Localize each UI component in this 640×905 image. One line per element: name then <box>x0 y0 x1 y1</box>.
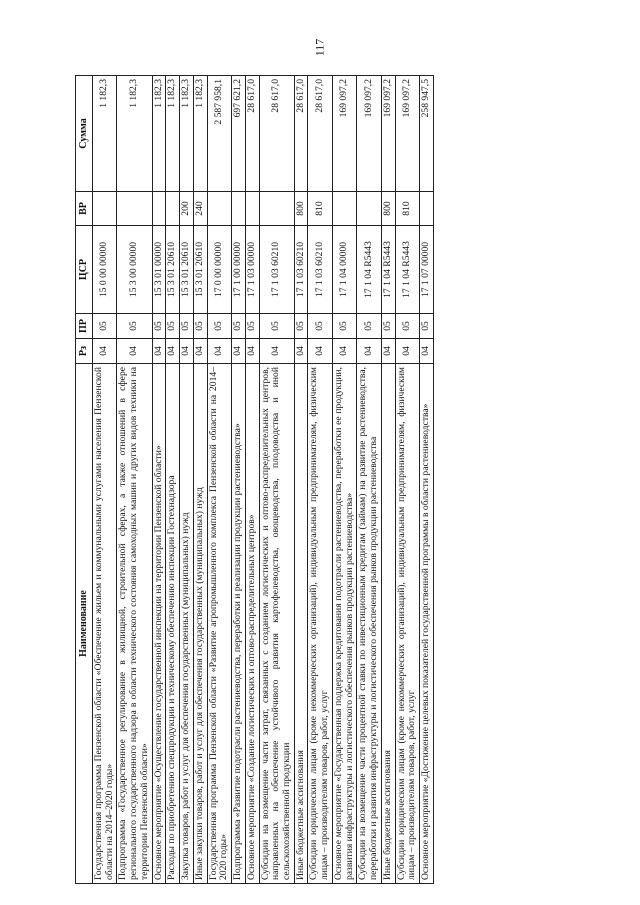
header-rz: Рз <box>76 339 93 364</box>
page-number-text: 117 <box>312 38 327 57</box>
rotated-table-container <box>75 76 600 884</box>
cell-rz: 04 <box>180 339 194 364</box>
cell-pr: 05 <box>332 314 356 339</box>
table-row <box>357 76 381 884</box>
cell-pr: 05 <box>259 314 294 339</box>
page-number <box>0 40 640 55</box>
cell-name: Иные закупки товаров, работ и услуг для обеспечения государственных (муниципальных) нужд <box>193 364 207 884</box>
cell-pr: 05 <box>117 314 152 339</box>
cell-vr <box>152 192 166 226</box>
cell-csr: 17 1 00 00000 <box>232 226 246 314</box>
cell-rz: 04 <box>332 339 356 364</box>
header-vr: ВР <box>76 192 93 226</box>
table-row <box>180 76 194 884</box>
cell-pr: 05 <box>245 314 259 339</box>
header-name: Наименование <box>76 364 93 884</box>
cell-name: Основное мероприятие «Создание логистических и оптово-распределительных центров» <box>245 364 259 884</box>
cell-name: Государственная программа Пензенской области «Развитие агропромышленного комплекса Пензенской области на 2014–2020 годы» <box>207 364 231 884</box>
budget-table <box>75 75 434 884</box>
cell-pr: 05 <box>395 314 419 339</box>
cell-csr: 15 3 01 20610 <box>180 226 194 314</box>
cell-name: Основное мероприятие «Достижение целевых показателей государственной программы в области растениеводства» <box>420 364 434 884</box>
cell-csr: 17 1 04 00000 <box>332 226 356 314</box>
table-row <box>193 76 207 884</box>
cell-sum: 28 617,0 <box>294 76 308 192</box>
table-row <box>381 76 395 884</box>
cell-pr: 05 <box>420 314 434 339</box>
header-pr: ПР <box>76 314 93 339</box>
cell-sum: 1 182,3 <box>193 76 207 192</box>
cell-rz: 04 <box>93 339 117 364</box>
cell-rz: 04 <box>207 339 231 364</box>
table-row <box>232 76 246 884</box>
cell-name: Основное мероприятие «Осуществление государственной инспекции на территории Пензенской области» <box>152 364 166 884</box>
cell-csr: 17 1 07 00000 <box>420 226 434 314</box>
cell-sum: 28 617,0 <box>245 76 259 192</box>
cell-rz: 04 <box>381 339 395 364</box>
cell-rz: 04 <box>117 339 152 364</box>
cell-pr: 05 <box>381 314 395 339</box>
table-row <box>152 76 166 884</box>
table-body <box>93 76 434 884</box>
cell-csr: 17 1 03 60210 <box>259 226 294 314</box>
cell-rz: 04 <box>294 339 308 364</box>
cell-name: Подпрограмма «Развитие подотрасли растениеводства, переработки и реализации продукции растениеводства» <box>232 364 246 884</box>
cell-vr: 240 <box>193 192 207 226</box>
cell-name: Иные бюджетные ассигнования <box>381 364 395 884</box>
cell-pr: 05 <box>93 314 117 339</box>
table-row <box>245 76 259 884</box>
cell-vr <box>332 192 356 226</box>
cell-csr: 17 1 03 00000 <box>245 226 259 314</box>
cell-pr: 05 <box>308 314 332 339</box>
cell-pr: 05 <box>166 314 180 339</box>
cell-sum: 169 097,2 <box>381 76 395 192</box>
cell-rz: 04 <box>152 339 166 364</box>
cell-name: Подпрограмма «Государственное регулирование в жилищной, строительной сферах, а также отношений в сфере регионального государственного надзора в области технического состояния самоходных машин и других видов техники на территории Пензенской области» <box>117 364 152 884</box>
cell-sum: 1 182,3 <box>180 76 194 192</box>
cell-sum: 28 617,0 <box>308 76 332 192</box>
cell-sum: 258 947,5 <box>420 76 434 192</box>
cell-csr: 17 1 04 R5443 <box>395 226 419 314</box>
cell-name: Иные бюджетные ассигнования <box>294 364 308 884</box>
cell-sum: 169 097,2 <box>332 76 356 192</box>
cell-vr: 800 <box>294 192 308 226</box>
cell-sum: 1 182,3 <box>117 76 152 192</box>
cell-pr: 05 <box>193 314 207 339</box>
cell-vr: 810 <box>395 192 419 226</box>
cell-rz: 04 <box>259 339 294 364</box>
cell-vr <box>166 192 180 226</box>
cell-name: Субсидии на возмещение части затрат, связанных с созданием логистических и оптово-распределительных центров, направленных на обеспечение устойчивого развития картофелеводства, овощеводства, плодоводства и иной сельскохозяйственной продукции <box>259 364 294 884</box>
cell-pr: 05 <box>294 314 308 339</box>
table-row <box>308 76 332 884</box>
cell-vr <box>245 192 259 226</box>
cell-vr <box>420 192 434 226</box>
cell-sum: 1 182,3 <box>166 76 180 192</box>
header-csr: ЦСР <box>76 226 93 314</box>
cell-rz: 04 <box>245 339 259 364</box>
cell-rz: 04 <box>308 339 332 364</box>
cell-csr: 15 3 00 00000 <box>117 226 152 314</box>
cell-vr <box>232 192 246 226</box>
cell-name: Закупка товаров, работ и услуг для обеспечения государственных (муниципальных) нужд <box>180 364 194 884</box>
cell-csr: 17 0 00 00000 <box>207 226 231 314</box>
cell-pr: 05 <box>207 314 231 339</box>
table-row <box>395 76 419 884</box>
cell-name: Субсидии юридическим лицам (кроме некоммерческих организаций), индивидуальным предпринимателям, физическим лицам – производителям товаров, работ, услуг <box>395 364 419 884</box>
cell-rz: 04 <box>232 339 246 364</box>
cell-pr: 05 <box>357 314 381 339</box>
cell-sum: 1 182,3 <box>152 76 166 192</box>
table-row <box>294 76 308 884</box>
cell-rz: 04 <box>357 339 381 364</box>
cell-csr: 17 1 03 60210 <box>308 226 332 314</box>
table-header-row <box>76 76 93 884</box>
cell-vr: 800 <box>381 192 395 226</box>
cell-name: Государственная программа Пензенской области «Обеспечение жильем и коммунальными услугами населения Пензенской области на 2014–2020 годы» <box>93 364 117 884</box>
table-row <box>259 76 294 884</box>
table-row <box>207 76 231 884</box>
cell-csr: 15 3 01 00000 <box>152 226 166 314</box>
cell-vr: 810 <box>308 192 332 226</box>
cell-sum: 1 182,3 <box>93 76 117 192</box>
cell-csr: 17 1 03 60210 <box>294 226 308 314</box>
cell-rz: 04 <box>193 339 207 364</box>
cell-pr: 05 <box>180 314 194 339</box>
cell-name: Субсидии на возмещение части процентной ставки по инвестиционным кредитам (займам) на развитие растениеводства, переработки и развития инфраструктуры и логистического обеспечения рынков продукции растениеводства <box>357 364 381 884</box>
cell-rz: 04 <box>395 339 419 364</box>
table-row <box>420 76 434 884</box>
cell-vr <box>93 192 117 226</box>
cell-name: Расходы по приобретению спецпродукции и техническому обеспечению инспекции Гостехнадзора <box>166 364 180 884</box>
cell-rz: 04 <box>166 339 180 364</box>
cell-vr <box>207 192 231 226</box>
cell-sum: 28 617,0 <box>259 76 294 192</box>
cell-vr: 200 <box>180 192 194 226</box>
cell-vr <box>117 192 152 226</box>
table-row <box>166 76 180 884</box>
cell-vr <box>259 192 294 226</box>
cell-sum: 2 587 958,1 <box>207 76 231 192</box>
cell-name: Субсидии юридическим лицам (кроме некоммерческих организаций), индивидуальным предпринимателям, физическим лицам – производителям товаров, работ, услуг <box>308 364 332 884</box>
cell-vr <box>357 192 381 226</box>
table-row <box>332 76 356 884</box>
cell-pr: 05 <box>152 314 166 339</box>
cell-sum: 697 621,2 <box>232 76 246 192</box>
cell-pr: 05 <box>232 314 246 339</box>
cell-csr: 15 3 01 20610 <box>193 226 207 314</box>
cell-sum: 169 097,2 <box>357 76 381 192</box>
cell-rz: 04 <box>420 339 434 364</box>
header-sum: Сумма <box>76 76 93 192</box>
cell-csr: 15 3 01 20610 <box>166 226 180 314</box>
cell-csr: 17 1 04 R5443 <box>381 226 395 314</box>
table-row <box>93 76 117 884</box>
cell-sum: 169 097,2 <box>395 76 419 192</box>
table-row <box>117 76 152 884</box>
cell-csr: 15 0 00 00000 <box>93 226 117 314</box>
cell-name: Основное мероприятие «Государственная поддержка кредитования подотрасли растениеводства, переработки ее продукции, развития инфраструктуры и логистического обеспечения рынков продукции растениеводства» <box>332 364 356 884</box>
cell-csr: 17 1 04 R5443 <box>357 226 381 314</box>
